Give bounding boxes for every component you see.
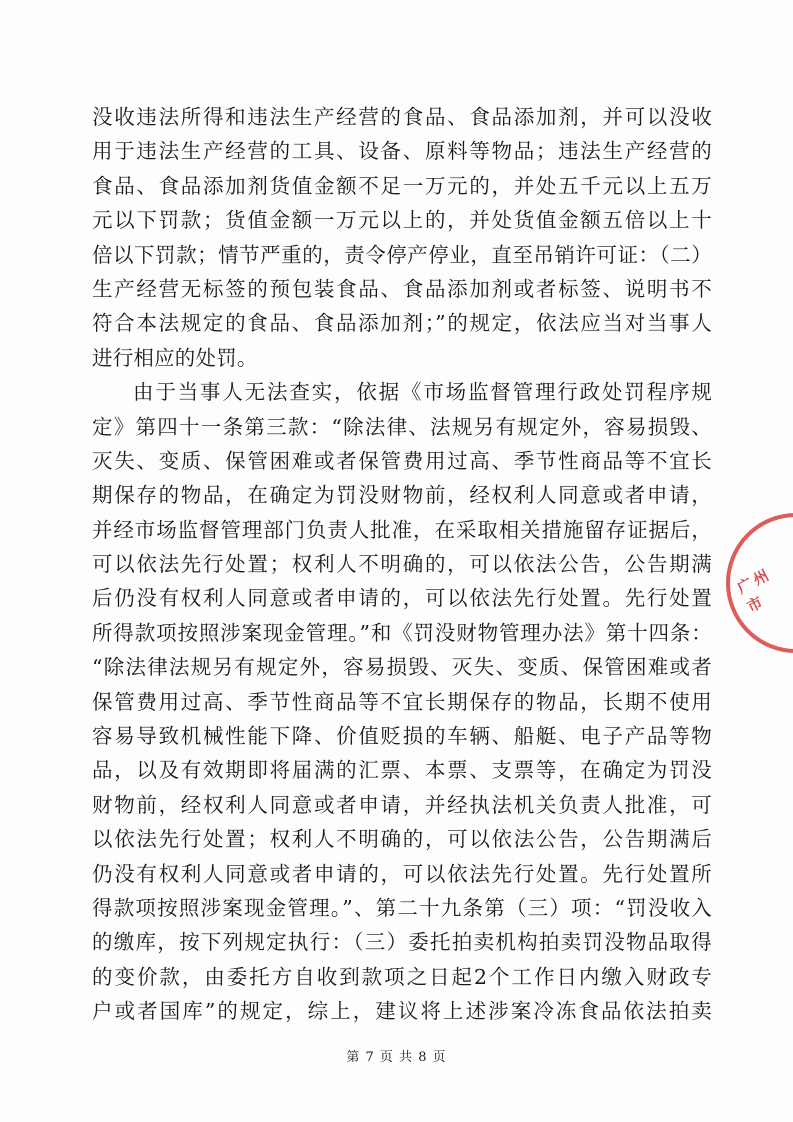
text-line: 以依法先行处置；权利人不明确的，可以依法公告，公告期满后 [92,827,712,852]
text-line: 倍以下罚款；情节严重的，责令停产停业，直至吊销许可证：（二） [92,242,712,267]
text-line: 品，以及有效期即将届满的汇票、本票、支票等，在确定为罚没 [92,758,712,783]
text-line: 期保存的物品，在确定为罚没财物前，经权利人同意或者申请， [92,483,712,508]
text-line: 后仍没有权利人同意或者申请的，可以依法先行处置。先行处置 [92,586,712,611]
text-line: 可以依法先行处置；权利人不明确的，可以依法公告，公告期满 [92,552,712,577]
faint-stamp-mark [303,547,415,577]
text-line: 用于违法生产经营的工具、设备、原料等物品；违法生产经营的 [92,139,712,164]
text-line: 财物前，经权利人同意或者申请，并经执法机关负责人批准，可 [92,792,712,817]
text-line: 容易导致机械性能下降、价值贬损的车辆、船艇、电子产品等物 [92,724,712,749]
text-line: 仍没有权利人同意或者申请的，可以依法先行处置。先行处置所 [92,861,712,886]
text-line: 保管费用过高、季节性商品等不宜长期保存的物品，长期不使用 [92,689,712,714]
text-line: 生产经营无标签的预包装食品、食品添加剂或者标签、说明书不 [92,276,712,301]
page-number: 第 7 页 共 8 页 [346,1050,447,1065]
text-line: 户或者国库”的规定，综上，建议将上述涉案冷冻食品依法拍卖 [92,999,712,1024]
text-line: 灭失、变质、保管困难或者保管费用过高、季节性商品等不宜长 [92,448,712,473]
text-line: 没收违法所得和违法生产经营的食品、食品添加剂，并可以没收 [92,105,712,129]
text-line: 得款项按照涉案现金管理。”、第二十九条第（三）项：“罚没收入 [92,895,712,920]
text-line: 进行相应的处罚。 [92,345,258,370]
text-line: 的缴库，按下列规定执行：（三）委托拍卖机构拍卖罚没物品取得 [92,930,712,955]
seal-text: 广州市 [734,564,775,617]
text-line: 定》第四十一条第三款：“除法律、法规另有规定外，容易损毁、 [92,414,712,439]
text-line: 符合本法规定的食品、食品添加剂；”的规定，依法应当对当事人 [92,311,712,336]
text-line: “除法律法规另有规定外，容易损毁、灭失、变质、保管困难或者 [92,655,712,680]
text-line: 并经市场监督管理部门负责人批准，在采取相关措施留存证据后， [92,517,712,542]
text-line: 食品、食品添加剂货值金额不足一万元的，并处五千元以上五万 [92,173,712,198]
text-line: 元以下罚款；货值金额一万元以上的，并处货值金额五倍以上十 [92,208,712,233]
text-line: 所得款项按照涉案现金管理。”和《罚没财物管理办法》第十四条： [92,620,712,645]
paragraph-start-line: 由于当事人无法查实，依据《市场监督管理行政处罚程序规 [133,380,712,405]
text-line: 的变价款，由委托方自收到款项之日起2个工作日内缴入财政专 [92,964,712,989]
